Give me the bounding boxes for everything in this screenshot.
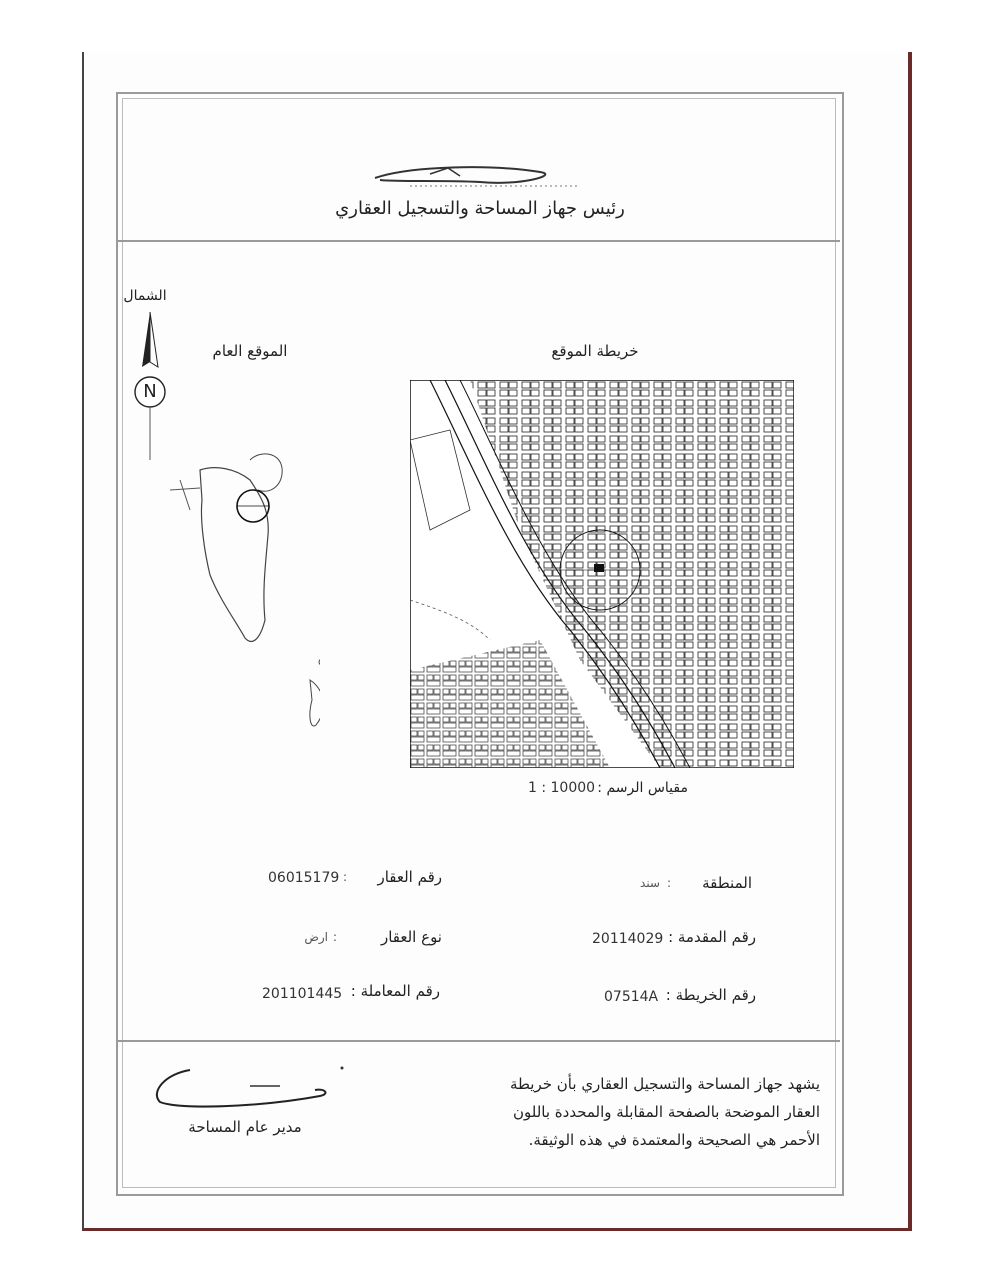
- transaction-number-value: 201101445: [262, 986, 343, 1002]
- property-type-value: ارض: [304, 930, 328, 944]
- certification-line-3: الأحمر هي الصحيحة والمعتمدة في هذه الوثيقة.: [528, 1131, 820, 1149]
- bahrain-outline-map: [160, 440, 320, 740]
- map-number-label: رقم الخريطة :: [665, 986, 756, 1004]
- header-signature: [370, 160, 590, 196]
- scale-label: مقياس الرسم :: [597, 780, 688, 796]
- site-map-title: خريطة الموقع: [551, 342, 639, 360]
- certification-line-2: العقار الموضحة بالصفحة المقابلة والمحددة باللون: [512, 1103, 820, 1121]
- colon-separator: :: [667, 876, 672, 890]
- director-signature: [150, 1062, 350, 1112]
- transaction-number-label: رقم المعاملة :: [350, 982, 440, 1000]
- map-number-value: 07514A: [604, 989, 659, 1005]
- overview-title: الموقع العام: [212, 342, 288, 360]
- compass-letter: N: [143, 381, 157, 402]
- site-map: [410, 380, 794, 768]
- application-number-label: رقم المقدمة :: [668, 928, 756, 946]
- property-number-value: 06015179: [268, 870, 340, 886]
- scale-value: 1 : 10000: [528, 780, 596, 796]
- signatory-title: مدير عام المساحة: [188, 1118, 302, 1136]
- property-number-label: رقم العقار: [377, 868, 442, 886]
- application-number-value: 20114029: [592, 931, 664, 947]
- header-title: رئيس جهاز المساحة والتسجيل العقاري: [335, 198, 625, 219]
- colon-separator: :: [343, 870, 348, 884]
- region-value: سند: [640, 876, 660, 890]
- footer-divider: [116, 1040, 840, 1042]
- property-type-label: نوع العقار: [380, 928, 442, 946]
- header-divider: [116, 240, 840, 242]
- certification-line-1: يشهد جهاز المساحة والتسجيل العقاري بأن خريطة: [509, 1075, 820, 1093]
- compass-label: الشمال: [123, 288, 167, 304]
- colon-separator: :: [333, 930, 338, 944]
- region-label: المنطقة: [702, 874, 752, 892]
